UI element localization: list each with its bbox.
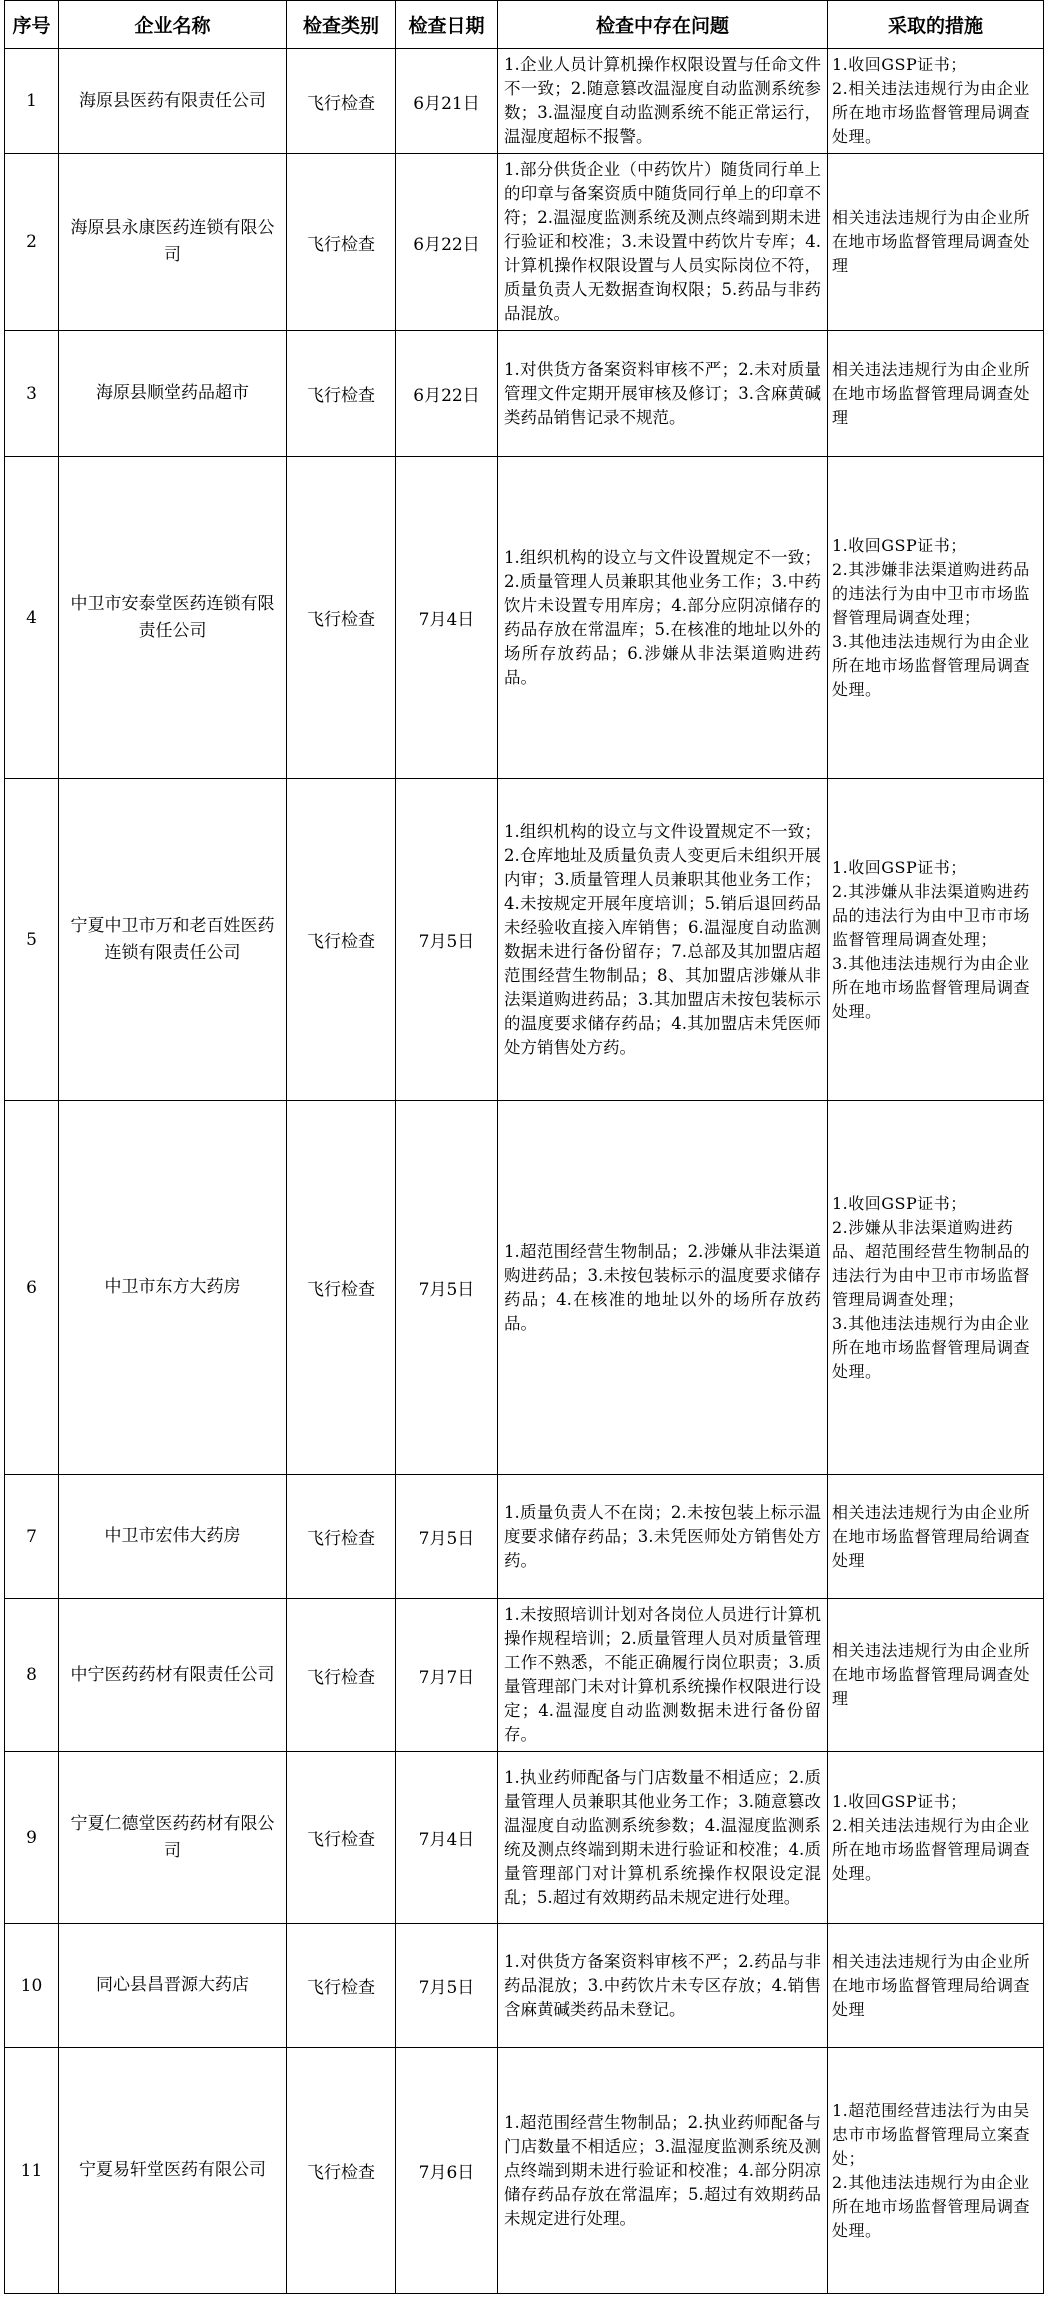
inspection-table xyxy=(4,0,1044,2294)
header-issues: 检查中存在问题 xyxy=(498,1,828,49)
cell-no: 8 xyxy=(5,1599,59,1752)
header-company: 企业名称 xyxy=(59,1,287,49)
measure-item: 2.其他违法违规行为由企业所在地市场监督管理局调查处理。 xyxy=(832,2172,1031,2240)
measure-item: 相关违法违规行为由企业所在地市场监督管理局给调查处理 xyxy=(832,1502,1031,1570)
cell-issues: 1.未按照培训计划对各岗位人员进行计算机操作规程培训；2.质量管理人员对质量管理工作不熟悉，不能正确履行岗位职责；3.质量管理部门未对计算机系统操作权限进行设定；4.温湿度自动监测数据未进行备份留存。 xyxy=(498,1599,828,1752)
cell-issues: 1.超范围经营生物制品；2.涉嫌从非法渠道购进药品；3.未按包装标示的温度要求储存药品；4.在核准的地址以外的场所存放药品。 xyxy=(498,1101,828,1475)
cell-no: 2 xyxy=(5,154,59,331)
measure-item: 1.收回GSP证书； xyxy=(832,857,967,877)
cell-company: 海原县永康医药连锁有限公司 xyxy=(59,154,287,331)
cell-type: 飞行检查 xyxy=(287,49,396,154)
table-row xyxy=(5,331,1044,457)
cell-issues: 1.对供货方备案资料审核不严；2.未对质量管理文件定期开展审核及修订；3.含麻黄碱类药品销售记录不规范。 xyxy=(498,331,828,457)
cell-issues: 1.企业人员计算机操作权限设置与任命文件不一致；2.随意篡改温湿度自动监测系统参数；3.温湿度自动监测系统不能正常运行，温湿度超标不报警。 xyxy=(498,49,828,154)
measure-item: 1.收回GSP证书； xyxy=(832,535,967,555)
cell-company: 同心县昌晋源大药店 xyxy=(59,1924,287,2048)
cell-no: 1 xyxy=(5,49,59,154)
cell-company: 中宁医药药材有限责任公司 xyxy=(59,1599,287,1752)
cell-date: 7月5日 xyxy=(396,1101,498,1475)
cell-no: 9 xyxy=(5,1752,59,1924)
measure-item: 2.其涉嫌从非法渠道购进药品的违法行为由中卫市市场监督管理局调查处理； xyxy=(832,881,1031,949)
measure-item: 1.收回GSP证书； xyxy=(832,1193,967,1213)
cell-type: 飞行检查 xyxy=(287,457,396,779)
measure-item: 1.收回GSP证书； xyxy=(832,55,967,74)
cell-type: 飞行检查 xyxy=(287,2048,396,2294)
cell-type: 飞行检查 xyxy=(287,331,396,457)
measure-item: 相关违法违规行为由企业所在地市场监督管理局给调查处理 xyxy=(832,1951,1031,2019)
cell-company: 中卫市宏伟大药房 xyxy=(59,1475,287,1599)
header-measures: 采取的措施 xyxy=(828,1,1044,49)
cell-type: 飞行检查 xyxy=(287,1599,396,1752)
cell-no: 4 xyxy=(5,457,59,779)
cell-company: 宁夏中卫市万和老百姓医药连锁有限责任公司 xyxy=(59,779,287,1101)
cell-type: 飞行检查 xyxy=(287,1924,396,2048)
cell-date: 6月21日 xyxy=(396,49,498,154)
measure-item: 2.其涉嫌非法渠道购进药品的违法行为由中卫市市场监督管理局调查处理； xyxy=(832,559,1031,627)
cell-type: 飞行检查 xyxy=(287,1752,396,1924)
cell-date: 7月5日 xyxy=(396,1475,498,1599)
table-row xyxy=(5,2048,1044,2294)
table-header-row xyxy=(5,1,1044,49)
cell-company: 海原县医药有限责任公司 xyxy=(59,49,287,154)
cell-company: 海原县顺堂药品超市 xyxy=(59,331,287,457)
measure-item: 相关违法违规行为由企业所在地市场监督管理局调查处理 xyxy=(832,1641,1031,1708)
cell-date: 6月22日 xyxy=(396,154,498,331)
cell-no: 5 xyxy=(5,779,59,1101)
cell-company: 宁夏仁德堂医药药材有限公司 xyxy=(59,1752,287,1924)
cell-type: 飞行检查 xyxy=(287,1101,396,1475)
table-row xyxy=(5,457,1044,779)
cell-issues: 1.质量负责人不在岗；2.未按包装上标示温度要求储存药品；3.未凭医师处方销售处方药。 xyxy=(498,1475,828,1599)
cell-company: 中卫市安泰堂医药连锁有限责任公司 xyxy=(59,457,287,779)
table-row xyxy=(5,1475,1044,1599)
cell-measures xyxy=(828,331,1044,457)
cell-no: 11 xyxy=(5,2048,59,2294)
cell-measures xyxy=(828,2048,1044,2294)
cell-measures xyxy=(828,1475,1044,1599)
header-type: 检查类别 xyxy=(287,1,396,49)
cell-no: 10 xyxy=(5,1924,59,2048)
cell-type: 飞行检查 xyxy=(287,1475,396,1599)
table-row xyxy=(5,779,1044,1101)
cell-measures xyxy=(828,1599,1044,1752)
inspection-table-page xyxy=(4,0,1043,2294)
measure-item: 1.收回GSP证书； xyxy=(832,1791,967,1811)
cell-measures xyxy=(828,1101,1044,1475)
cell-issues: 1.超范围经营生物制品；2.执业药师配备与门店数量不相适应；3.温湿度监测系统及测点终端到期未进行验证和校准；4.部分阴凉储存药品存放在常温库；5.超过有效期药品未规定进行处理。 xyxy=(498,2048,828,2294)
measure-item: 2.相关违法违规行为由企业所在地市场监督管理局调查处理。 xyxy=(832,79,1031,146)
measure-item: 2.涉嫌从非法渠道购进药品、超范围经营生物制品的违法行为由中卫市市场监督管理局调查处理； xyxy=(832,1217,1031,1309)
table-row xyxy=(5,1599,1044,1752)
measure-item: 相关违法违规行为由企业所在地市场监督管理局调查处理 xyxy=(832,359,1031,427)
cell-date: 7月7日 xyxy=(396,1599,498,1752)
measure-item: 3.其他违法违规行为由企业所在地市场监督管理局调查处理。 xyxy=(832,1313,1031,1381)
cell-issues: 1.组织机构的设立与文件设置规定不一致；2.仓库地址及质量负责人变更后未组织开展内审；3.质量管理人员兼职其他业务工作；4.未按规定开展年度培训；5.销后退回药品未经验收直接入库销售；6.温湿度自动监测数据未进行备份留存；7.总部及其加盟店超范围经营生物制品；8、其加盟店涉嫌从非法渠道购进药品；3.其加盟店未按包装标示的温度要求储存药品；4.其加盟店未凭医师处方销售处方药。 xyxy=(498,779,828,1101)
table-row xyxy=(5,1924,1044,2048)
cell-company: 宁夏易轩堂医药有限公司 xyxy=(59,2048,287,2294)
table-row xyxy=(5,49,1044,154)
cell-measures xyxy=(828,154,1044,331)
cell-measures xyxy=(828,457,1044,779)
cell-issues: 1.执业药师配备与门店数量不相适应；2.质量管理人员兼职其他业务工作；3.随意篡改温湿度自动监测系统参数；4.温湿度监测系统及测点终端到期未进行验证和校准；4.质量管理部门对计算机系统操作权限设定混乱；5.超过有效期药品未规定进行处理。 xyxy=(498,1752,828,1924)
cell-date: 7月4日 xyxy=(396,1752,498,1924)
table-row xyxy=(5,1101,1044,1475)
cell-type: 飞行检查 xyxy=(287,154,396,331)
cell-measures xyxy=(828,1924,1044,2048)
header-date: 检查日期 xyxy=(396,1,498,49)
table-row xyxy=(5,1752,1044,1924)
measure-item: 3.其他违法违规行为由企业所在地市场监督管理局调查处理。 xyxy=(832,631,1031,699)
cell-type: 飞行检查 xyxy=(287,779,396,1101)
cell-no: 7 xyxy=(5,1475,59,1599)
cell-date: 6月22日 xyxy=(396,331,498,457)
cell-date: 7月5日 xyxy=(396,1924,498,2048)
cell-measures xyxy=(828,1752,1044,1924)
cell-company: 中卫市东方大药房 xyxy=(59,1101,287,1475)
cell-issues: 1.对供货方备案资料审核不严；2.药品与非药品混放；3.中药饮片未专区存放；4.销售含麻黄碱类药品未登记。 xyxy=(498,1924,828,2048)
cell-issues: 1.组织机构的设立与文件设置规定不一致；2.质量管理人员兼职其他业务工作；3.中药饮片未设置专用库房；4.部分应阴凉储存的药品存放在常温库；5.在核准的地址以外的场所存放药品；6.涉嫌从非法渠道购进药品。 xyxy=(498,457,828,779)
cell-measures xyxy=(828,49,1044,154)
cell-date: 7月4日 xyxy=(396,457,498,779)
measure-item: 1.超范围经营违法行为由吴忠市市场监督管理局立案查处； xyxy=(832,2100,1031,2168)
cell-date: 7月6日 xyxy=(396,2048,498,2294)
cell-measures xyxy=(828,779,1044,1101)
measure-item: 2.相关违法违规行为由企业所在地市场监督管理局调查处理。 xyxy=(832,1815,1031,1883)
measure-item: 相关违法违规行为由企业所在地市场监督管理局调查处理 xyxy=(832,208,1031,275)
cell-no: 3 xyxy=(5,331,59,457)
cell-date: 7月5日 xyxy=(396,779,498,1101)
header-no: 序号 xyxy=(5,1,59,49)
cell-no: 6 xyxy=(5,1101,59,1475)
cell-issues: 1.部分供货企业（中药饮片）随货同行单上的印章与备案资质中随货同行单上的印章不符；2.温湿度监测系统及测点终端到期未进行验证和校准；3.未设置中药饮片专库；4.计算机操作权限设置与人员实际岗位不符，质量负责人无数据查询权限；5.药品与非药品混放。 xyxy=(498,154,828,331)
table-row xyxy=(5,154,1044,331)
measure-item: 3.其他违法违规行为由企业所在地市场监督管理局调查处理。 xyxy=(832,953,1031,1021)
